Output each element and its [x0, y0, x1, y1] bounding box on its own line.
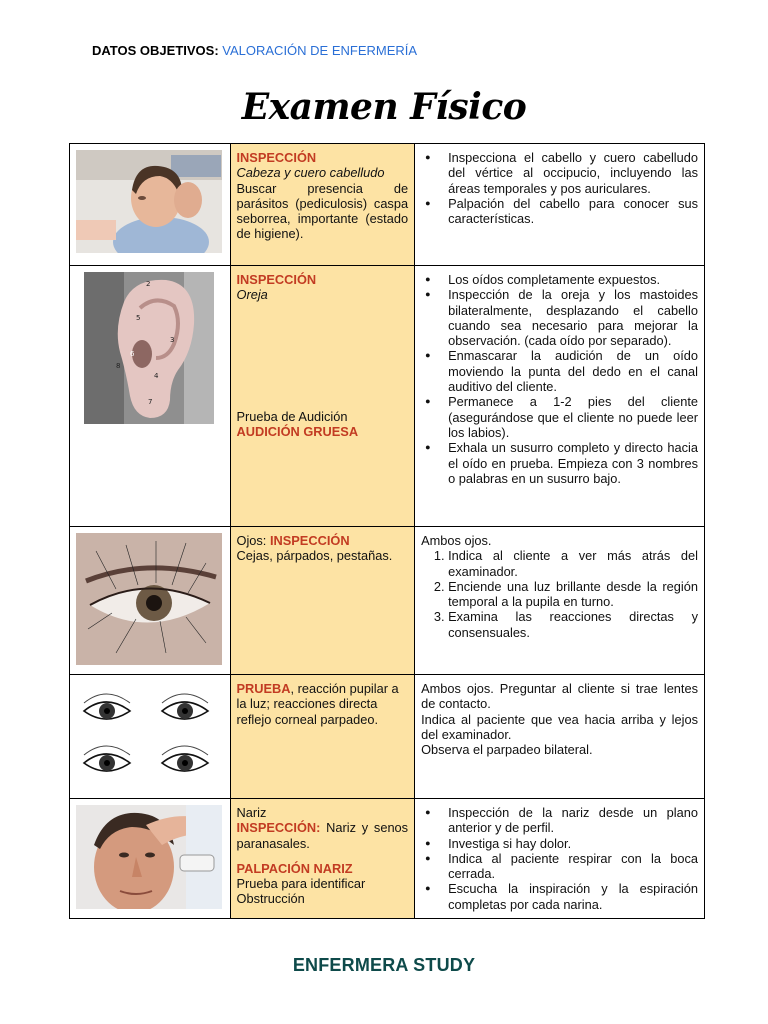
mid-cell: [230, 266, 415, 527]
section-text: Cejas, párpados, pestañas.: [236, 548, 393, 564]
section-heading: PALPACIÓN NARIZ: [236, 860, 353, 876]
paragraph: Observa el parpadeo bilateral.: [421, 742, 593, 758]
section-text: , reacción pupilar a la luz; reacciones directa reflejo corneal parpadeo.: [236, 681, 399, 727]
section-subheading: Oreja: [236, 287, 268, 303]
section-text: Nariz y senos paranasales.: [236, 820, 409, 851]
section-text-block: [237, 820, 409, 851]
list-item: 2. Enciende una luz brillante desde la región temporal a la pupila en turno.: [448, 579, 698, 610]
list-item: ● Inspección de la oreja y los mastoides bilateralmente, desplazando el cabello cuando sea necesario para mejorar la observación. (cada oído por separado).: [448, 287, 698, 348]
header-subtitle: VALORACIÓN DE ENFERMERÍA: [222, 43, 418, 58]
right-cell: [415, 266, 705, 527]
mid-cell: [230, 144, 415, 266]
section-text: Buscar presencia de parásitos (pediculosis) caspa seborrea, importante (estado de higiene).: [236, 180, 409, 242]
image-cell: [70, 144, 231, 266]
section-text: Nariz: [236, 805, 267, 820]
section-text: Prueba para identificar Obstrucción: [236, 876, 366, 907]
image-cell: [70, 675, 231, 799]
list-item: ● Inspección de la nariz desde un plano anterior y de perfil.: [448, 805, 698, 836]
page-title: Examen Físico: [241, 86, 527, 128]
ear-label: 4: [154, 372, 159, 380]
list-item: ● Palpación del cabello para conocer sus características.: [448, 196, 698, 227]
intro-text: Ambos ojos.: [421, 533, 492, 548]
spacer: [237, 303, 409, 409]
right-cell: [415, 144, 705, 266]
section-text-block: [237, 681, 409, 727]
section-heading: INSPECCIÓN: [236, 150, 317, 165]
list-item: ● Investiga si hay dolor.: [448, 836, 698, 851]
section-heading: INSPECCIÓN: [269, 533, 350, 548]
bullet-list: [421, 150, 698, 226]
ear-label: 6: [130, 350, 135, 358]
section-text: Prueba de Audición: [236, 408, 348, 424]
right-cell: [415, 799, 705, 919]
section-heading: INSPECCIÓN:: [236, 820, 321, 836]
mid-cell: [230, 799, 415, 919]
table-row: [70, 675, 705, 799]
header-label: DATOS OBJETIVOS:: [92, 43, 219, 58]
spacer: [237, 851, 409, 861]
bullet-list: [421, 805, 698, 912]
right-cell: [415, 675, 705, 799]
section-heading: INSPECCIÓN: [236, 272, 317, 287]
list-item: ● Inspecciona el cabello y cuero cabelludo del vértice al occipucio, incluyendo las áreas temporales y pos auriculares.: [448, 150, 698, 196]
ear-anatomy-photo-icon: [84, 272, 214, 424]
image-cell: [70, 527, 231, 675]
section-heading: PRUEBA: [236, 681, 291, 696]
list-item: ● Los oídos completamente expuestos.: [448, 272, 698, 287]
table-row: [70, 266, 705, 527]
paragraph: Ambos ojos. Preguntar al cliente si trae lentes de contacto.: [421, 681, 698, 712]
eyes-drawing-icon: [76, 681, 222, 789]
table-row: [70, 527, 705, 675]
list-item: 1. Indica al cliente a ver más atrás del examinador.: [448, 548, 698, 579]
ear-label: 8: [116, 362, 121, 370]
mid-cell: [230, 527, 415, 675]
header-line: [92, 43, 417, 58]
table-row: [70, 144, 705, 266]
list-item: 3. Examina las reacciones directas y consensuales.: [448, 609, 698, 640]
section-heading-line: [237, 533, 409, 548]
image-cell: [70, 266, 231, 527]
section-heading: AUDICIÓN GRUESA: [236, 423, 359, 439]
table-row: [70, 799, 705, 919]
section-subheading: Cabeza y cuero cabelludo: [236, 165, 385, 181]
paragraph: Indica al paciente que vea hacia arriba y lejos del examinador.: [421, 711, 698, 742]
list-item: ● Indica al paciente respirar con la boca cerrada.: [448, 851, 698, 882]
image-cell: [70, 799, 231, 919]
section-prefix: Ojos:: [236, 533, 270, 548]
bullet-list: [421, 272, 698, 486]
list-item: ● Escucha la inspiración y la espiración completas por cada narina.: [448, 881, 698, 912]
eye-anatomy-photo-icon: [76, 533, 222, 665]
ear-label: 7: [148, 398, 153, 406]
numbered-list: [421, 548, 698, 640]
ear-label: 2: [146, 280, 151, 288]
head-exam-photo-icon: [76, 150, 222, 253]
exam-table: [69, 143, 705, 919]
ear-label: 5: [136, 314, 141, 322]
mid-cell: [230, 675, 415, 799]
ear-label: 3: [170, 336, 175, 344]
footer-brand: ENFERMERA STUDY: [292, 955, 476, 975]
list-item: ● Enmascarar la audición de un oído moviendo la punta del dedo en el canal auditivo del cliente.: [448, 348, 698, 394]
right-cell: [415, 527, 705, 675]
list-item: ● Permanece a 1-2 pies del cliente (asegurándose que el cliente no puede leer los labios).: [448, 394, 698, 440]
list-item: ● Exhala un susurro completo y directo hacia el oído en prueba. Empieza con 3 nombres o palabras en un susurro bajo.: [448, 440, 698, 486]
nose-exam-photo-icon: [76, 805, 222, 909]
